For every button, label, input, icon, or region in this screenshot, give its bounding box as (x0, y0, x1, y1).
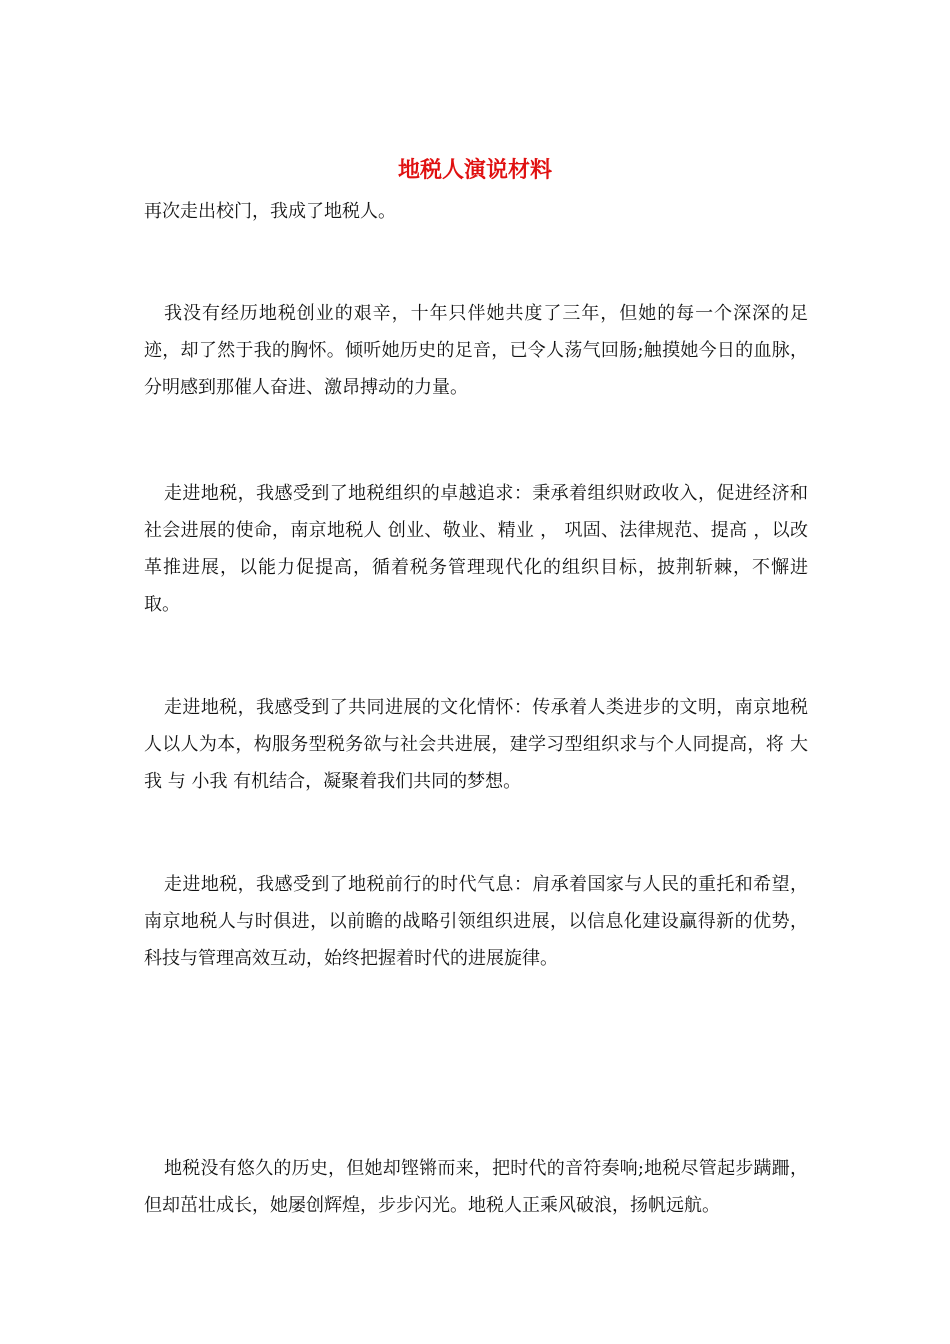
document-title: 地税人演说材料 (397, 157, 552, 183)
paragraph-pursuit: 走进地税，我感受到了地税组织的卓越追求：秉承着组织财政收入，促进经济和社会进展的使命，南京地税人 创业、敬业、精业 ， 巩固、法律规范、提高 ，以改革推进展，以能力促提高，循着税务管理现代化的组织目标，披荆斩棘，不懈进取。 (144, 483, 808, 615)
paragraph-conclusion: 地税没有悠久的历史，但她却铿锵而来，把时代的音符奏响;地税尽管起步蹒跚，但却茁壮成长，她屡创辉煌，步步闪光。地税人正乘风破浪，扬帆远航。 (144, 1158, 808, 1216)
paragraph-culture: 走进地税，我感受到了共同进展的文化情怀：传承着人类进步的文明，南京地税人以人为本，构服务型税务欲与社会共进展，建学习型组织求与个人同提高，将 大我 与 小我 有机结合，凝聚着我们共同的梦想。 (144, 697, 808, 792)
paragraph-era: 走进地税，我感受到了地税前行的时代气息：肩承着国家与人民的重托和希望，南京地税人与时俱进，以前瞻的战略引领组织进展，以信息化建设赢得新的优势，科技与管理高效互动，始终把握着时代的进展旋律。 (144, 874, 808, 969)
paragraph-history: 我没有经历地税创业的艰辛，十年只伴她共度了三年，但她的每一个深深的足迹，却了然于我的胸怀。倾听她历史的足音，已令人荡气回肠;触摸她今日的血脉，分明感到那催人奋进、激昂搏动的力量。 (144, 303, 808, 398)
paragraph-intro: 再次走出校门，我成了地税人。 (144, 201, 396, 222)
